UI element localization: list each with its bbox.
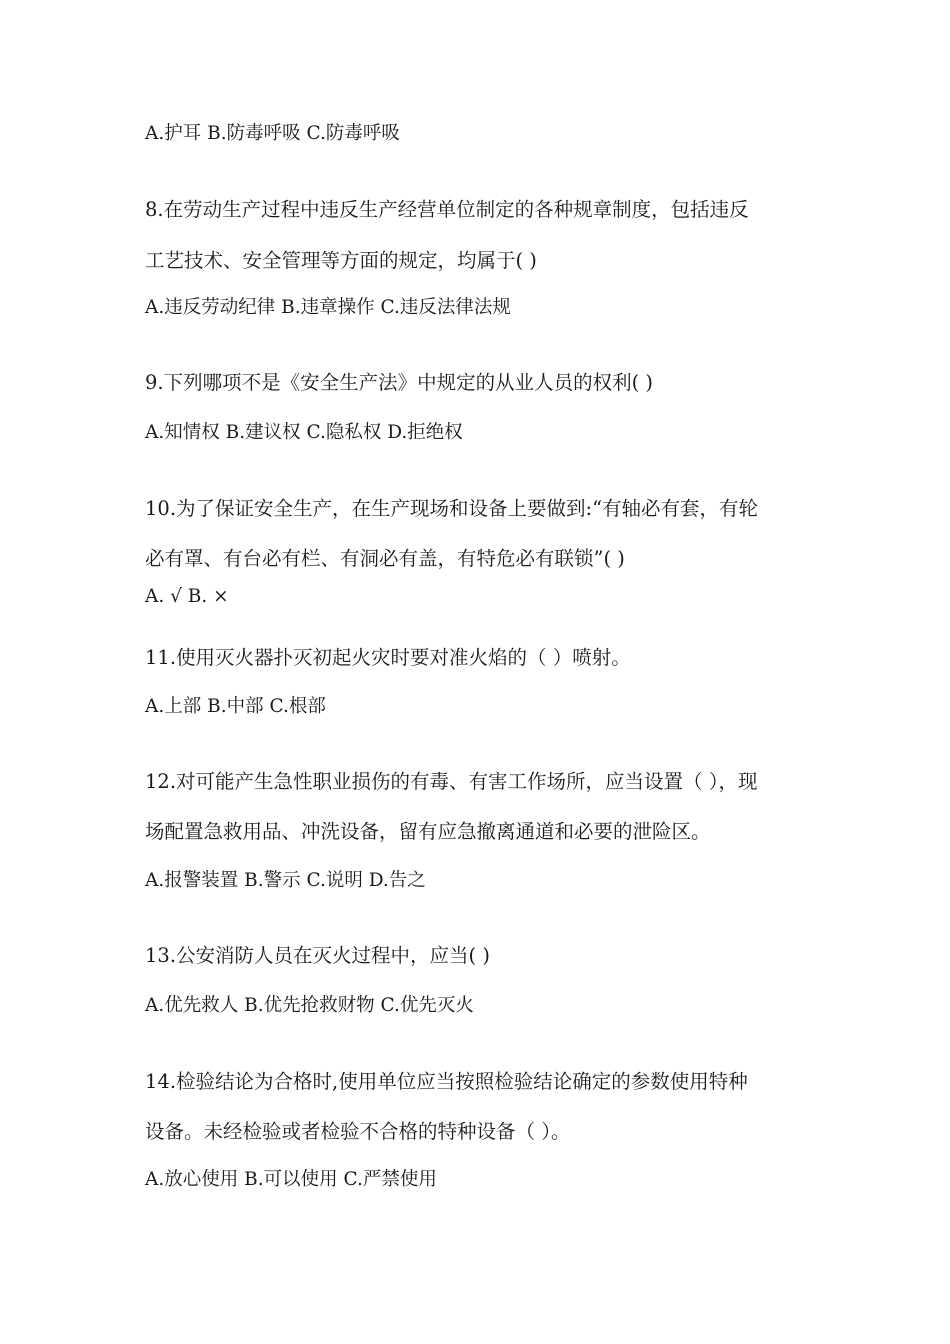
question-14-line-1: 14.检验结论为合格时,使用单位应当按照检验结论确定的参数使用特种 <box>145 1070 748 1093</box>
option-line-q10: A. √ B. × <box>145 586 229 607</box>
option-line-q7: A.护耳 B.防毒呼吸 C.防毒呼吸 <box>145 123 400 144</box>
question-8-line-1: 8.在劳动生产过程中违反生产经营单位制定的各种规章制度，包括违反 <box>145 198 749 221</box>
question-9: 9.下列哪项不是《安全生产法》中规定的从业人员的权利( ) <box>145 371 654 394</box>
option-line-q13: A.优先救人 B.优先抢救财物 C.优先灭火 <box>145 995 474 1016</box>
option-line-q8: A.违反劳动纪律 B.违章操作 C.违反法律法规 <box>145 297 511 318</box>
question-10-line-2: 必有罩、有台必有栏、有洞必有盖，有特危必有联锁”( ) <box>145 547 625 570</box>
question-10-line-1: 10.为了保证安全生产，在生产现场和设备上要做到:“有轴必有套，有轮 <box>145 497 759 520</box>
option-line-q9: A.知情权 B.建议权 C.隐私权 D.拒绝权 <box>145 422 463 443</box>
question-12-line-2: 场配置急救用品、冲洗设备，留有应急撤离通道和必要的泄险区。 <box>145 820 711 843</box>
question-11: 11.使用灭火器扑灭初起火灾时要对准火焰的（ ）喷射。 <box>145 646 631 669</box>
question-8-line-2: 工艺技术、安全管理等方面的规定，均属于( ) <box>145 249 537 272</box>
option-line-q14: A.放心使用 B.可以使用 C.严禁使用 <box>145 1169 437 1190</box>
question-12-line-1: 12.对可能产生急性职业损伤的有毒、有害工作场所，应当设置（ ），现 <box>145 770 758 793</box>
option-line-q12: A.报警装置 B.警示 C.说明 D.告之 <box>145 870 426 891</box>
question-14-line-2: 设备。未经检验或者检验不合格的特种设备（ ）。 <box>145 1120 571 1143</box>
option-line-q11: A.上部 B.中部 C.根部 <box>145 696 326 717</box>
question-13: 13.公安消防人员在灭火过程中，应当( ) <box>145 944 490 967</box>
